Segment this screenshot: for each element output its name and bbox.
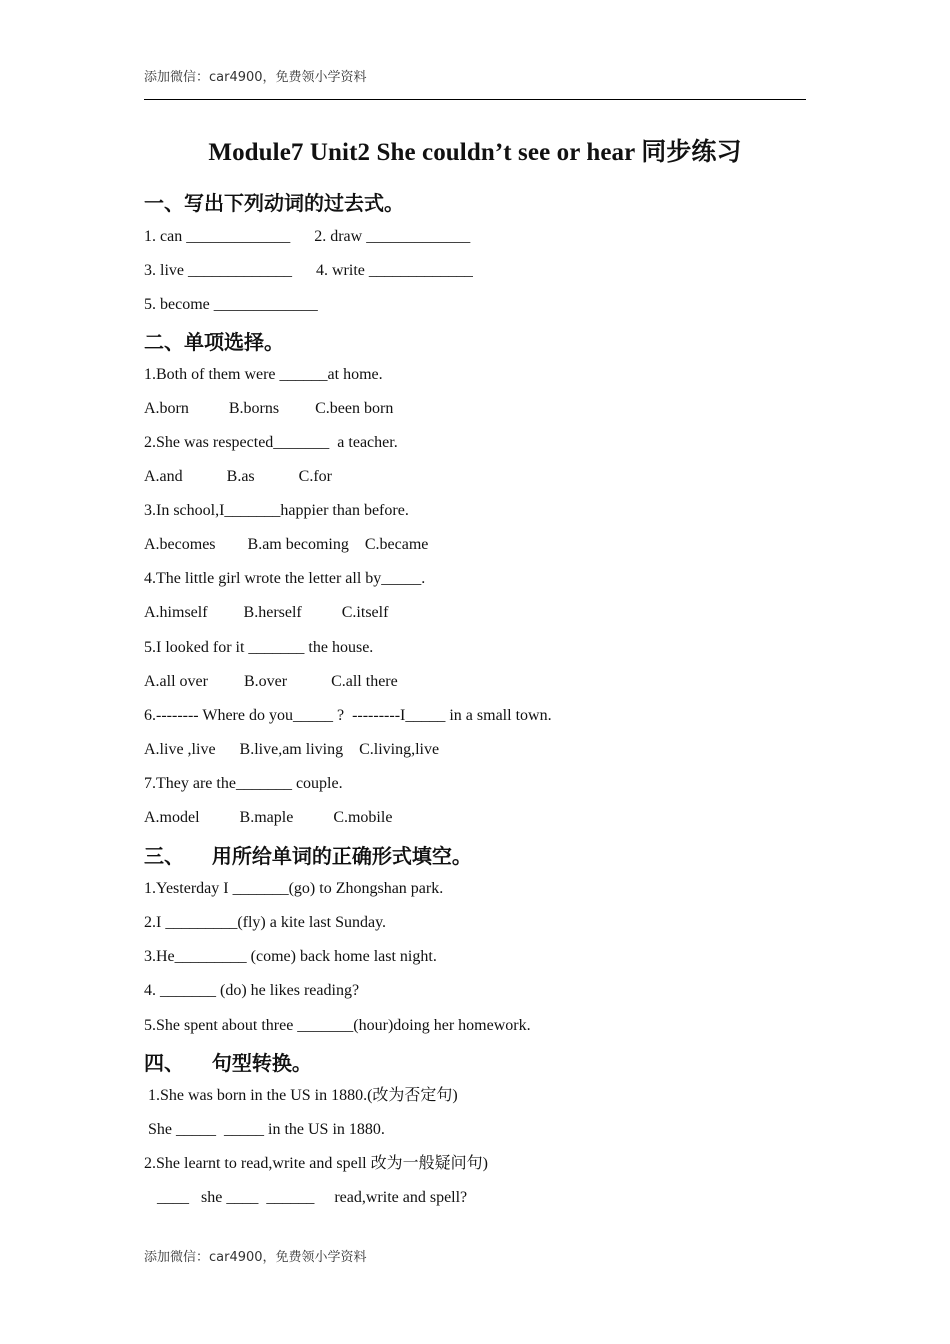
exercise-line: 3. live _____________ 4. write _____________	[144, 262, 473, 279]
header-note: 添加微信：car4900，免费领小学资料	[144, 70, 367, 85]
options-line: A.and B.as C.for	[144, 468, 332, 485]
options-line: A.born B.borns C.been born	[144, 400, 394, 417]
exercise-line: 3.He_________ (come) back home last night.	[144, 948, 437, 965]
exercise-line: 1.Yesterday I _______(go) to Zhongshan park.	[144, 880, 444, 897]
exercise-line: 2.I _________(fly) a kite last Sunday.	[144, 914, 387, 931]
question-line: 3.In school,I_______happier than before.	[144, 502, 409, 519]
exercise-line: 1. can _____________ 2. draw _____________	[144, 228, 471, 245]
question-line: 7.They are the_______ couple.	[144, 775, 343, 792]
exercise-line: 2.She learnt to read,write and spell 改为一般疑问句)	[144, 1155, 488, 1172]
options-line: A.live ,live B.live,am living C.living,live	[144, 741, 440, 758]
section-4-heading: 四、 句型转换。	[144, 1051, 312, 1075]
header-divider	[144, 99, 806, 100]
options-line: A.model B.maple C.mobile	[144, 809, 393, 826]
exercise-line: 5. become _____________	[144, 296, 318, 313]
options-line: A.himself B.herself C.itself	[144, 604, 389, 621]
exercise-line: 1.She was born in the US in 1880.(改为否定句)	[148, 1087, 458, 1104]
exercise-line: 5.She spent about three _______(hour)doing her homework.	[144, 1017, 531, 1034]
section-3-heading: 三、 用所给单词的正确形式填空。	[144, 844, 472, 868]
section-1-heading: 一、写出下列动词的过去式。	[144, 191, 404, 215]
question-line: 1.Both of them were ______at home.	[144, 366, 383, 383]
question-line: 4.The little girl wrote the letter all by_____.	[144, 570, 426, 587]
options-line: A.becomes B.am becoming C.became	[144, 536, 429, 553]
exercise-line: She _____ _____ in the US in 1880.	[148, 1121, 385, 1138]
page-title: Module7 Unit2 She couldn’t see or hear 同步练习	[208, 139, 742, 166]
options-line: A.all over B.over C.all there	[144, 673, 398, 690]
question-line: 5.I looked for it _______ the house.	[144, 639, 374, 656]
footer-note: 添加微信：car4900，免费领小学资料	[144, 1250, 367, 1265]
question-line: 2.She was respected_______ a teacher.	[144, 434, 398, 451]
exercise-line: ____ she ____ ______ read,write and spell?	[157, 1189, 468, 1206]
question-line: 6.-------- Where do you_____ ? ---------I_____ in a small town.	[144, 707, 552, 724]
section-2-heading: 二、单项选择。	[144, 330, 284, 354]
exercise-line: 4. _______ (do) he likes reading?	[144, 982, 360, 999]
